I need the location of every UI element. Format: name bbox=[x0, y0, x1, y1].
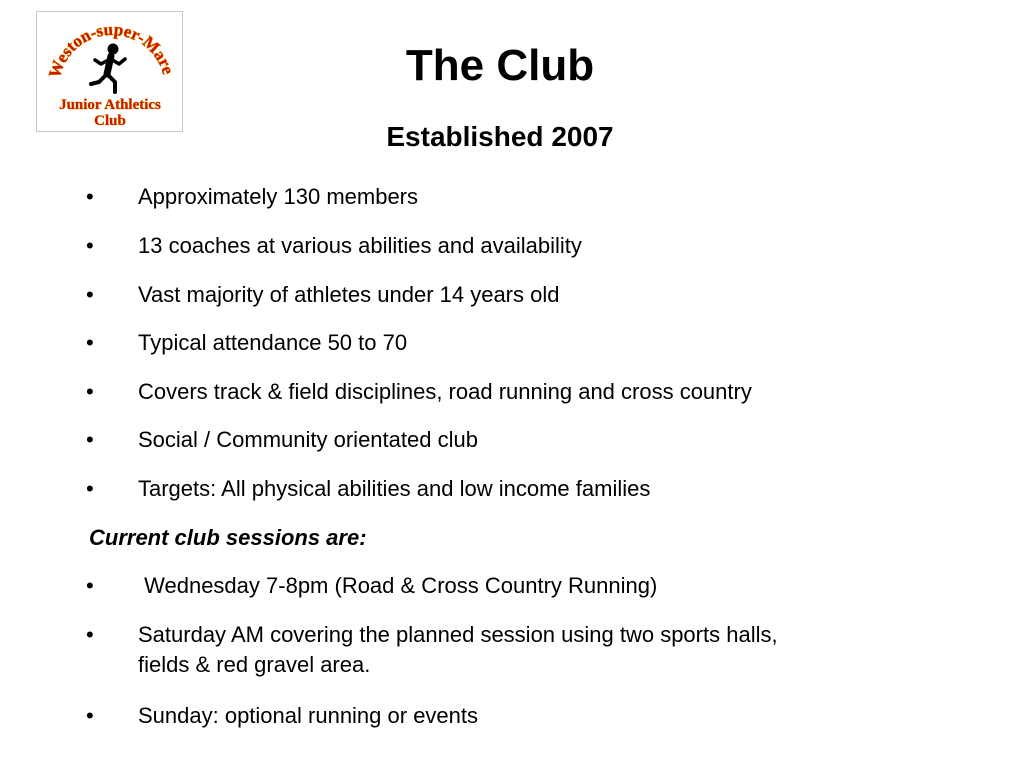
bullet-marker: • bbox=[86, 622, 94, 647]
bullet-marker: • bbox=[86, 573, 94, 598]
logo-line2: Club bbox=[94, 113, 126, 129]
bullet-marker: • bbox=[86, 379, 94, 404]
slide-subtitle: Established 2007 bbox=[386, 121, 614, 152]
list-item: Approximately 130 members bbox=[138, 184, 419, 209]
bullet-marker: • bbox=[86, 427, 94, 452]
bullet-marker: • bbox=[86, 330, 94, 355]
bullet-marker: • bbox=[86, 233, 94, 258]
sessions-heading: Current club sessions are: bbox=[89, 525, 367, 550]
list-item: Typical attendance 50 to 70 bbox=[138, 330, 408, 355]
slide-title: The Club bbox=[405, 41, 595, 90]
session-item: Wednesday 7-8pm (Road & Cross Country Running) bbox=[138, 573, 658, 598]
list-item: Targets: All physical abilities and low income families bbox=[138, 476, 651, 501]
list-item: Vast majority of athletes under 14 years old bbox=[138, 282, 560, 307]
list-item: Social / Community orientated club bbox=[138, 427, 478, 452]
logo-arc-text: Weston-super-Mare bbox=[44, 19, 178, 81]
bullet-marker: • bbox=[86, 703, 94, 728]
bullet-marker: • bbox=[86, 184, 94, 209]
logo-line1: Junior Athletics bbox=[59, 97, 161, 113]
bullet-marker: • bbox=[86, 282, 94, 307]
session-item: Sunday: optional running or events bbox=[138, 703, 479, 728]
bullet-marker: • bbox=[86, 476, 94, 501]
list-item: Covers track & field disciplines, road running and cross country bbox=[138, 379, 752, 404]
session-item: Saturday AM covering the planned session using two sports halls, fields & red gravel area. bbox=[138, 622, 778, 677]
list-item: 13 coaches at various abilities and availability bbox=[138, 233, 582, 258]
